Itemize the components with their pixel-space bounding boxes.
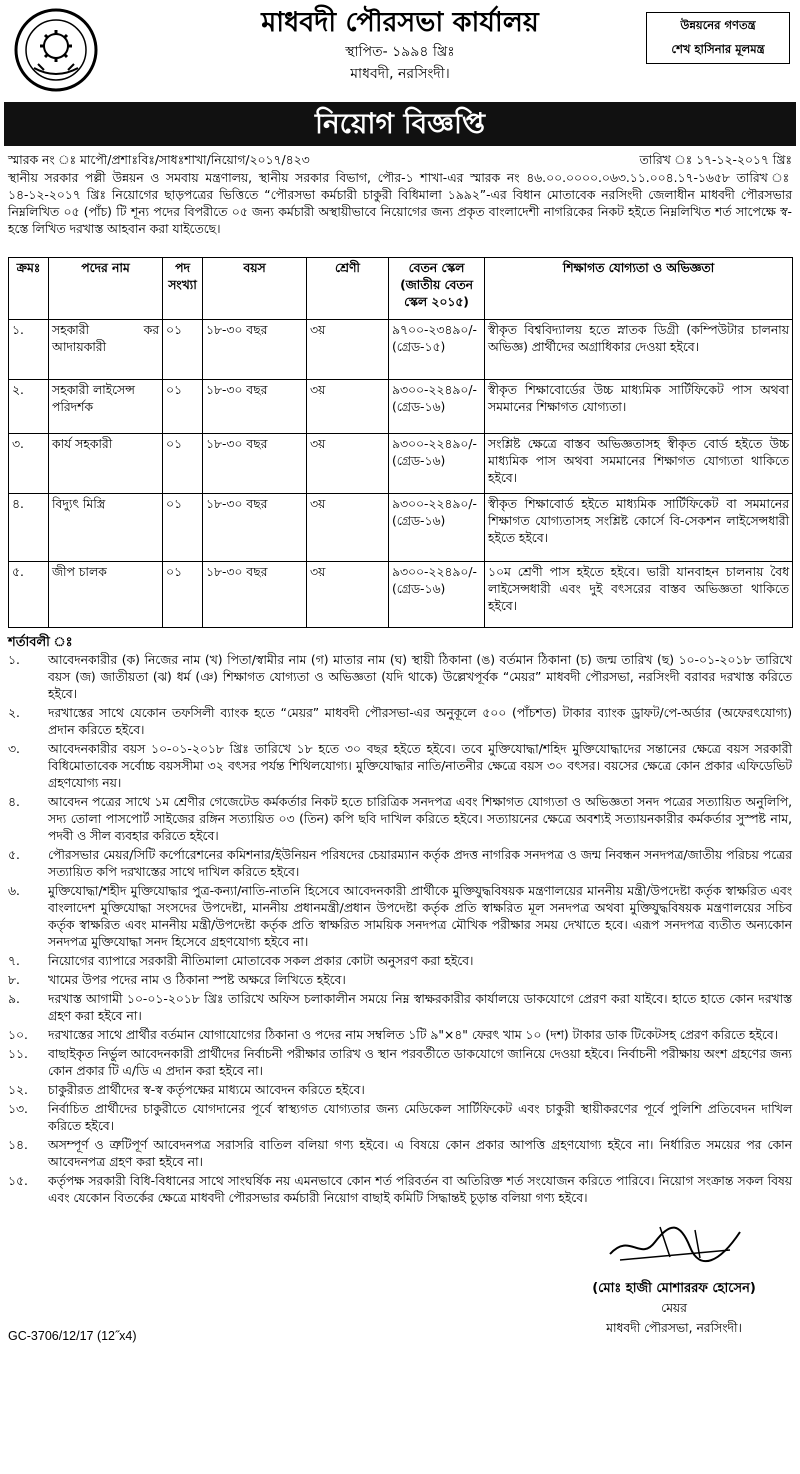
cell-serial: ৩. <box>9 434 49 494</box>
vacancy-table <box>8 257 793 628</box>
term-number: ৯. <box>8 992 20 1006</box>
header-post: পদের নাম <box>49 258 163 320</box>
term-number: ১৫. <box>8 1174 28 1188</box>
cell-serial: ৫. <box>9 562 49 628</box>
cell-count: ০১ <box>163 320 203 380</box>
cell-count: ০১ <box>163 562 203 628</box>
term-text: খামের উপর পদের নাম ও ঠিকানা স্পষ্ট অক্ষরে লিখিতে হইবে। <box>48 973 346 987</box>
header-age: বয়স <box>203 258 307 320</box>
term-number: ৭. <box>8 954 20 968</box>
grade-value: (গ্রেড-১৬) <box>392 582 446 596</box>
header-count: পদ সংখ্যা <box>163 258 203 320</box>
grade-value: (গ্রেড-১৬) <box>392 514 446 528</box>
scale-value: ৯৩০০-২২৪৯০/- <box>392 565 477 579</box>
term-text: অসম্পূর্ণ ও ত্রুটিপূর্ণ আবেদনপত্র সরাসরি বাতিল বলিয়া গণ্য হইবে। এ বিষয়ে কোন প্রকার আপত্তি গ্রহণযোগ্য হইবে না। নির্ধারিত সময়ের পর কোন আবেদনপত্র গ্রহণ করা হইবে না। <box>48 1138 792 1169</box>
cell-class: ৩য় <box>307 380 389 434</box>
cell-class: ৩য় <box>307 320 389 380</box>
cell-post: বিদ্যুৎ মিস্ত্রি <box>49 494 163 562</box>
term-number: ৪. <box>8 795 20 809</box>
term-text: দরখাস্তের সাথে প্রার্থীর বর্তমান যোগাযোগের ঠিকানা ও পদের নাম সম্বলিত ১টি ৯"×৪" ফেরৎ খাম ১০ (দশ) টাকার ডাক টিকেটসহ প্রেরণ করিতে হইবে। <box>48 1028 779 1042</box>
list-item <box>8 883 792 951</box>
term-text: আবেদনকারীর বয়স ১০-০১-২০১৮ খ্রিঃ তারিখে ১৮ হতে ৩০ বছর হইতে হইবে। তবে মুক্তিযোদ্ধা/শহিদ মুক্তিযোদ্ধাদের সন্তানের ক্ষেত্রে বয়স সরকারী বিধিমোতাবেক সর্বোচ্চ বয়সসীমা ৩২ বৎসর পর্যন্ত শিথিলযোগ্য। মুক্তিযোদ্ধার নাতি/নাতনীর ক্ষেত্রে বয়স ৩০ বৎসর। বয়সের ক্ষেত্রে কোন প্রকার এফিডেভিট গ্রহণযোগ্য নয়। <box>48 742 792 790</box>
office-title: মাধবদী পৌরসভা কার্যালয় <box>261 7 539 38</box>
term-text: বাছাইকৃত নির্ভুল আবেদনকারী প্রার্থীদের নির্বাচনী পরীক্ষার তারিখ ও স্থান পরবর্তীতে ডাকযোগে জানিয়ে দেওয়া হইবে। নির্বাচনী পরীক্ষায় অংশ গ্রহণের জন্য কোন প্রকার টি এ/ডি এ প্রদান করা হইবে না। <box>48 1047 792 1078</box>
term-number: ৫. <box>8 848 20 862</box>
term-text: পৌরসভার মেয়র/সিটি কর্পোরেশনের কমিশনার/ইউনিয়ন পরিষদের চেয়ারম্যান কর্তৃক প্রদত্ত নাগরিক সনদপত্র ও জন্ম নিবন্ধন সনদপত্র/জাতীয় পরিচয় পত্রের সত্যায়িত কপি দরখাস্তের সাথে দাখিল করিতে হইবে। <box>48 848 792 879</box>
list-item <box>8 1101 792 1135</box>
header-scale: বেতন স্কেল (জাতীয় বেতন স্কেল ২০১৫) <box>389 258 485 320</box>
cell-class: ৩য় <box>307 494 389 562</box>
cell-class: ৩য় <box>307 434 389 494</box>
gc-code: GC-3706/12/17 (12˝x4) <box>8 1329 137 1343</box>
terms-title: শর্তাবলী ঃ <box>8 635 73 650</box>
terms-list <box>8 652 792 1209</box>
signature-icon <box>600 1212 750 1272</box>
term-text: চাকুরীরত প্রার্থীদের স্ব-স্ব কর্তৃপক্ষের মাধ্যমে আবেদন করিতে হইবে। <box>48 1083 365 1097</box>
cell-qualification: স্বীকৃত শিক্ষাবোর্ড হইতে মাধ্যমিক সার্টিফিকেট বা সমমানের শিক্ষাগত যোগ্যতাসহ সংশ্লিষ্ট কোর্সে বি-সেকশন লাইসেন্সধারী হইতে হইবে। <box>485 494 793 562</box>
term-text: দরখাস্ত আগামী ১০-০১-২০১৮ খ্রিঃ তারিখে অফিস চলাকালীন সময়ে নিম্ন স্বাক্ষরকারীর কার্যালয়ে ডাকযোগে প্রেরণ করা যাইবে। হাতে হাতে কোন দরখাস্ত গ্রহণ করা হইবে না। <box>48 992 792 1023</box>
cell-scale <box>389 494 485 562</box>
header-serial: ক্রমঃ <box>9 258 49 320</box>
table-row <box>9 320 793 380</box>
scale-value: ৯৩০০-২২৪৯০/- <box>392 497 477 511</box>
cell-qualification: ১০ম শ্রেণী পাস হইতে হইবে। ভারী যানবাহন চালনায় বৈধ লাইসেন্সধারী এবং দুই বৎসরের বাস্তব অভিজ্ঞতা থাকিতে হইবে। <box>485 562 793 628</box>
memo-date: তারিখ ঃ ১৭-১২-২০১৭ খ্রিঃ <box>639 153 792 167</box>
term-number: ১৪. <box>8 1138 28 1152</box>
notice-header <box>0 0 800 95</box>
list-item <box>8 1137 792 1171</box>
cell-count: ০১ <box>163 494 203 562</box>
header-qualification: শিক্ষাগত যোগ্যতা ও অভিজ্ঞতা <box>485 258 793 320</box>
cell-serial: ২. <box>9 380 49 434</box>
scale-value: ৯৭০০-২৩৪৯০/- <box>392 323 477 337</box>
grade-value: (গ্রেড-১৫) <box>392 340 446 354</box>
grade-value: (গ্রেড-১৬) <box>392 454 446 468</box>
municipality-logo-icon <box>14 8 98 92</box>
cell-qualification: সংশ্লিষ্ট ক্ষেত্রে বাস্তব অভিজ্ঞতাসহ স্বীকৃত বোর্ড হইতে উচ্চ মাধ্যমিক পাস অথবা সমমানের শিক্ষাগত যোগ্যতা থাকিতে হইবে। <box>485 434 793 494</box>
grade-value: (গ্রেড-১৬) <box>392 400 446 414</box>
term-text: নিয়োগের ব্যাপারে সরকারী নীতিমালা মোতাবেক সকল প্রকার কোটা অনুসরণ করা হইবে। <box>48 954 474 968</box>
cell-age: ১৮-৩০ বছর <box>203 434 307 494</box>
term-text: আবেদনকারীর (ক) নিজের নাম (খ) পিতা/স্বামীর নাম (গ) মাতার নাম (ঘ) স্থায়ী ঠিকানা (ঙ) বর্তমান ঠিকানা (চ) জন্ম তারিখ (ছ) ১০-০১-২০১৮ তারিখে বয়স (জ) জাতীয়তা (ঝ) ধর্ম (ঞ) শিক্ষাগত যোগ্যতা ও অভিজ্ঞতা (যদি থাকে) উল্লেখপূর্বক “মেয়র” মাধবদী পৌরসভা, নরসিংদী বরাবর দরখাস্ত করিতে হইবে। <box>48 653 792 701</box>
cell-class: ৩য় <box>307 562 389 628</box>
table-header-row <box>9 258 793 320</box>
cell-age: ১৮-৩০ বছর <box>203 380 307 434</box>
term-text: কর্তৃপক্ষ সরকারী বিধি-বিধানের সাথে সাংঘর্ষিক নয় এমনভাবে কোন শর্ত পরিবর্তন বা অতিরিক্ত শর্ত সংযোজন করিতে পারিবে। নিয়োগ সংক্রান্ত সকল বিষয় এবং যেকোন বিতর্কের ক্ষেত্রে মাধবদী পৌরসভার কর্মচারী নিয়োগ বাছাই কমিটি সিদ্ধান্তই চূড়ান্ত বলিয়া গণ্য হইবে। <box>48 1174 792 1205</box>
table-row <box>9 562 793 628</box>
intro-paragraph: স্থানীয় সরকার পল্লী উন্নয়ন ও সমবায় মন্ত্রণালয়, স্থানীয় সরকার বিভাগ, পৌর-১ শাখা-এর স্মারক নং ৪৬.০০.০০০০.০৬৩.১১.০০৪.১৭-১৬৫৮ তারিখ ঃ ১৪-১২-২০১৭ খ্রিঃ নিয়োগের ছাড়পত্রের ভিত্তিতে “পৌরসভা কর্মচারী চাকুরী বিধিমালা ১৯৯২”-এর বিধান মোতাবেক নরসিংদী জেলাধীন মাধবদী পৌরসভার নিম্নলিখিত ০৫ (পাঁচ) টি শূন্য পদের বিপরীতে ০৫ জন্য কর্মচারী অস্থায়ীভাবে নিয়োগের জন্য প্রকৃত বাংলাদেশী নাগরিকের নিকট হইতে নিম্নলিখিত শর্ত সাপেক্ষে স্ব-হস্তে লিখিত দরখাস্ত আহবান করা যাইতেছে। <box>8 171 792 236</box>
signatory-office: মাধবদী পৌরসভা, নরসিংদী। <box>606 1321 742 1335</box>
established-year: স্থাপিত- ১৯৯৪ খ্রিঃ <box>345 44 455 60</box>
term-number: ১১. <box>8 1047 28 1061</box>
cell-post: কার্য সহকারী <box>49 434 163 494</box>
list-item <box>8 1046 792 1080</box>
cell-count: ০১ <box>163 434 203 494</box>
motto-box <box>646 12 790 64</box>
cell-scale <box>389 434 485 494</box>
cell-age: ১৮-৩০ বছর <box>203 562 307 628</box>
motto-line-1: উন্নয়নের গণতন্ত্র <box>680 18 756 32</box>
header-class: শ্রেণী <box>307 258 389 320</box>
cell-count: ০১ <box>163 380 203 434</box>
signatory-designation: মেয়র <box>661 1301 687 1315</box>
term-number: ১২. <box>8 1083 28 1097</box>
term-text: নির্বাচিত প্রার্থীদের চাকুরীতে যোগদানের পূর্বে স্বাস্থ্যগত যোগ্যতার জন্য মেডিকেল সার্টিফিকেট এবং চাকুরী স্থায়ীকরণের পূর্বে পুলিশি প্রতিবেদন দাখিল করিতে হইবে। <box>48 1102 792 1133</box>
list-item <box>8 741 792 792</box>
list-item <box>8 794 792 845</box>
table-row <box>9 434 793 494</box>
cell-serial: ১. <box>9 320 49 380</box>
cell-qualification: স্বীকৃত বিশ্ববিদ্যালয় হতে স্নাতক ডিগ্রী (কম্পিউটার চালনায় অভিজ্ঞ) প্রার্থীদের অগ্রাধিকার দেওয়া হইবে। <box>485 320 793 380</box>
cell-post: জীপ চালক <box>49 562 163 628</box>
list-item <box>8 847 792 881</box>
list-item <box>8 652 792 703</box>
table-row <box>9 494 793 562</box>
list-item <box>8 1082 792 1099</box>
scale-value: ৯৩০০-২২৪৯০/- <box>392 437 477 451</box>
term-text: মুক্তিযোদ্ধা/শহীদ মুক্তিযোদ্ধার পুত্র-কন্যা/নাতি-নাতনি হিসেবে আবেদনকারী প্রার্থীকে মুক্তিযুদ্ধবিষয়ক মন্ত্রণালয়ের মাননীয় মন্ত্রী/উপদেষ্টা কর্তৃক স্বাক্ষরিত এবং বাংলাদেশ মুক্তিযোদ্ধা সংসদের উপদেষ্টা, মাননীয় প্রধানমন্ত্রী/প্রধান উপদেষ্টা কর্তৃক প্রতি স্বাক্ষরিত মূল সনদপত্র অথবা মুক্তিযুদ্ধবিষয়ক মন্ত্রণালয়ের সচিব কর্তৃক স্বাক্ষরিত এবং মাননীয় মন্ত্রী/উপদেষ্টা কর্তৃক প্রতি স্বাক্ষরিত সাময়িক সনদপত্র মৌখিক পরীক্ষার সময় দেখাতে হবে। এরূপ সনদপত্র ব্যতীত অন্যকোন সনদপত্র মুক্তিযোদ্ধা সনদ হিসেবে গ্রহণযোগ্য হইবে না। <box>48 884 792 949</box>
term-text: দরখাস্তের সাথে যেকোন তফসিলী ব্যাংক হতে “মেয়র” মাধবদী পৌরসভা-এর অনুকূলে ৫০০ (পাঁচশত) টাকার ব্যাংক ড্রাফট/পে-অর্ডার (অফেরৎযোগ্য) প্রদান করিতে হইবে। <box>48 706 792 737</box>
cell-scale <box>389 320 485 380</box>
term-number: ১. <box>8 653 20 667</box>
memo-number: স্মারক নং ঃ মাপৌ/প্রশাঃবিঃ/সাধঃশাখা/নিয়োগ/২০১৭/৪২৩ <box>8 153 310 167</box>
cell-age: ১৮-৩০ বছর <box>203 320 307 380</box>
list-item <box>8 972 792 989</box>
term-number: ৬. <box>8 884 20 898</box>
list-item <box>8 953 792 970</box>
term-number: ১০. <box>8 1028 28 1042</box>
cell-age: ১৮-৩০ বছর <box>203 494 307 562</box>
term-number: ৩. <box>8 742 20 756</box>
motto-line-2: শেখ হাসিনার মূলমন্ত্র <box>671 42 765 56</box>
office-location: মাধবদী, নরসিংদী। <box>350 66 450 82</box>
cell-serial: ৪. <box>9 494 49 562</box>
term-text: আবেদন পত্রের সাথে ১ম শ্রেণীর গেজেটেড কর্মকর্তার নিকট হতে চারিত্রিক সনদপত্র এবং শিক্ষাগত যোগ্যতা ও অভিজ্ঞতা সনদ পত্রের সত্যায়িত অনুলিপি, সদ্য তোলা পাসপোর্ট সাইজের রঙ্গিন সত্যায়িত ০৩ (তিন) কপি ছবি দাখিল করিতে হইবে। সত্যায়নের ক্ষেত্রে অবশ্যই সত্যায়নকারীর কর্মকর্তার সুস্পষ্ট নাম, পদবী ও সীল ব্যবহার করিতে হইবে। <box>48 795 792 843</box>
notice-banner: নিয়োগ বিজ্ঞপ্তি <box>4 102 796 146</box>
cell-scale <box>389 562 485 628</box>
reference-line <box>8 152 792 170</box>
scale-value: ৯৩০০-২২৪৯০/- <box>392 383 477 397</box>
cell-post: সহকারী লাইসেন্স পরিদর্শক <box>49 380 163 434</box>
term-number: ২. <box>8 706 20 720</box>
cell-qualification: স্বীকৃত শিক্ষাবোর্ডের উচ্চ মাধ্যমিক সার্টিফিকেট পাস অথবা সমমানের শিক্ষাগত যোগ্যতা। <box>485 380 793 434</box>
term-number: ৮. <box>8 973 20 987</box>
list-item <box>8 1027 792 1044</box>
signatory-name: (মোঃ হাজী মোশাররফ হোসেন) <box>592 1281 756 1296</box>
table-row <box>9 380 793 434</box>
cell-scale <box>389 380 485 434</box>
list-item <box>8 705 792 739</box>
list-item <box>8 991 792 1025</box>
term-number: ১৩. <box>8 1102 28 1116</box>
cell-post: সহকারী কর আদায়কারী <box>49 320 163 380</box>
list-item <box>8 1173 792 1207</box>
